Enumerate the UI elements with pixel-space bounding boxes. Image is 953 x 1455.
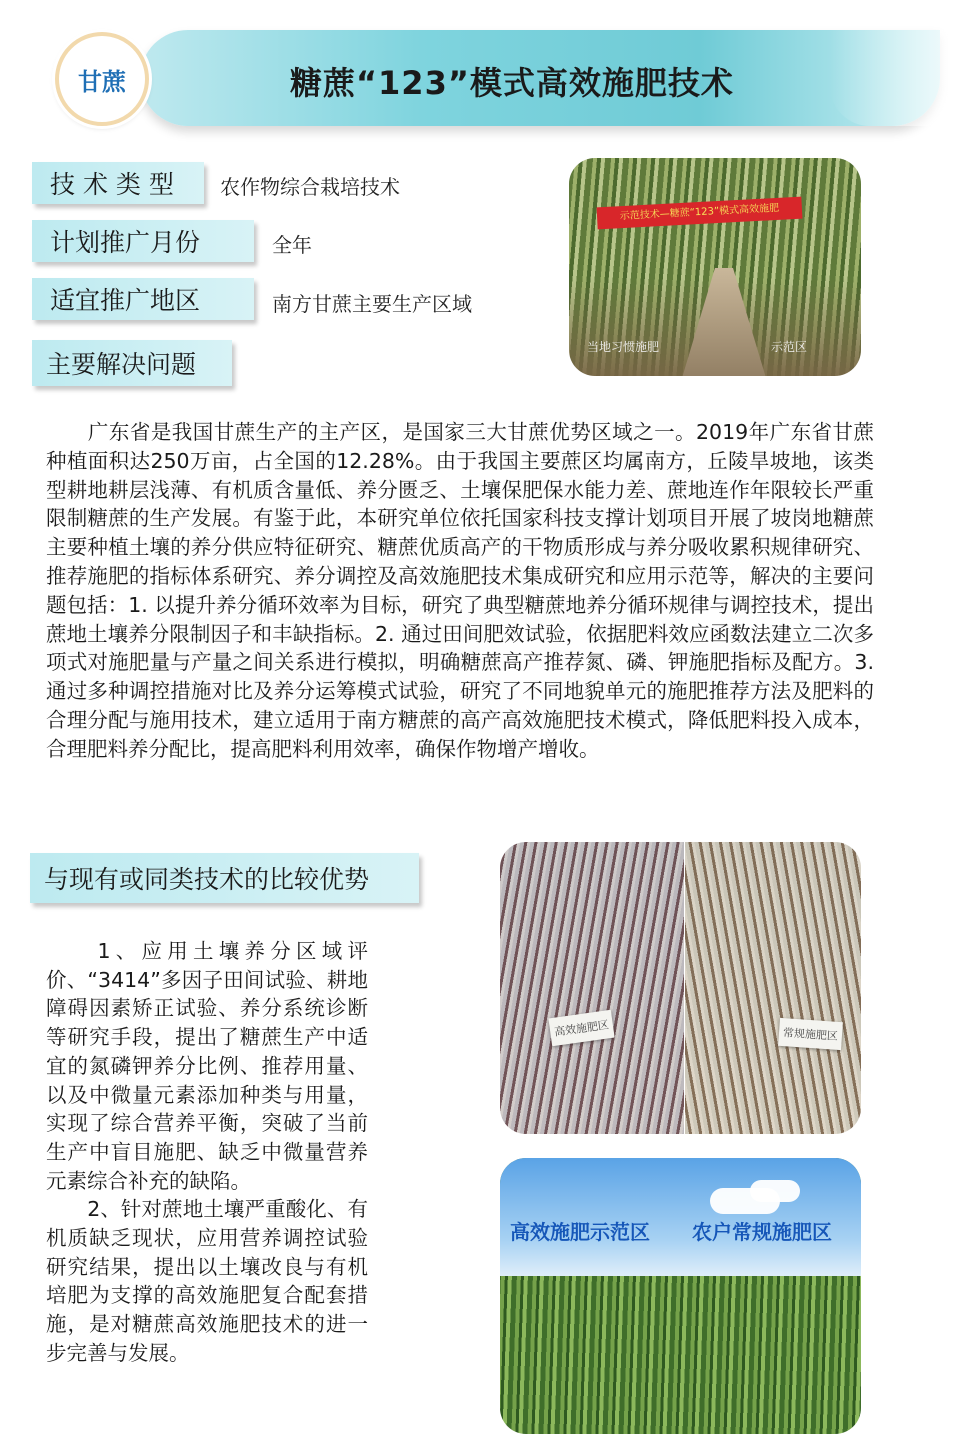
demo-area-caption: 高效施肥示范区 <box>510 1220 650 1244</box>
conventional-area-caption: 农户常规施肥区 <box>692 1220 832 1244</box>
tech-type-value: 农作物综合栽培技术 <box>220 175 400 199</box>
field-path <box>679 268 769 376</box>
field-comparison-photo <box>500 1158 861 1434</box>
photo1-left-label: 当地习惯施肥 <box>587 340 660 354</box>
promotion-region-value: 南方甘蔗主要生产区域 <box>272 292 472 316</box>
promotion-month-value: 全年 <box>272 233 312 257</box>
category-badge <box>55 32 149 126</box>
demo-field-photo <box>569 158 861 376</box>
field-banner: 示范技术—糖蔗“123”模式高效施肥 <box>597 197 803 230</box>
category-badge-label: 甘蔗 <box>78 67 126 96</box>
advantages-heading: 与现有或同类技术的比较优势 <box>44 865 370 894</box>
high-efficiency-sign: 高效施肥区 <box>548 1010 614 1046</box>
advantages-text: 1、应用土壤养分区域评价、“3414”多因子田间试验、耕地障碍因素矫正试验、养分系统诊断等研究手段，提出了糖蔗生产中适宜的氮磷钾养分比例、推荐用量、以及中微量元素添加种类与用量，实现了综合营养平衡，突破了当前生产中盲目施肥、缺乏中微量营养元素综合补充的缺陷。 2、针对蔗地土壤严重酸化、有机质缺乏现状，应用营养调控试验研究结果，提出以土壤改良与有机培肥为支撑的高效施肥复合配套措施，是对糖蔗高效施肥技术的进一步完善与发展。 <box>46 939 368 1365</box>
tech-type-tag <box>32 162 204 204</box>
page-title: 糖蔗“123”模式高效施肥技术 <box>290 64 734 102</box>
promotion-month-tag <box>32 220 254 262</box>
problems-heading-tag <box>32 340 232 386</box>
promotion-region-label: 适宜推广地区 <box>50 286 201 315</box>
promotion-month-label: 计划推广月份 <box>50 228 201 257</box>
problems-text: 广东省是我国甘蔗生产的主产区，是国家三大甘蔗优势区域之一。2019年广东省甘蔗种植面积达250万亩，占全国的12.28%。由于我国主要蔗区均属南方，丘陵旱坡地，该类型耕地耕层浅薄、有机质含量低、养分匮乏、土壤保肥保水能力差、蔗地连作年限较长严重限制糖蔗的生产发展。有鉴于此，本研究单位依托国家科技支撑计划项目开展了坡岗地糖蔗主要种植土壤的养分供应特征研究、糖蔗优质高产的干物质形成与养分吸收累积规律研究、推荐施肥的指标体系研究、养分调控及高效施肥技术集成研究和应用示范等，解决的主要问题包括：1. 以提升养分循环效率为目标，研究了典型糖蔗地养分循环规律与调控技术，提出蔗地土壤养分限制因子和丰缺指标。2. 通过田间肥效试验，依据肥料效应函数法建立二次多项式对施肥量与产量之间关系进行模拟，明确糖蔗高产推荐氮、磷、钾施肥指标及配方。3.通过多种调控措施对比及养分运筹模式试验，研究了不同地貌单元的施肥推荐方法及肥料的合理分配与施用技术，建立适用于南方糖蔗的高产高效施肥技术模式，降低肥料投入成本，合理肥料养分配比，提高肥料利用效率，确保作物增产增收。 <box>46 420 874 761</box>
conventional-sign: 常规施肥区 <box>778 1018 843 1050</box>
problems-heading: 主要解决问题 <box>46 350 197 379</box>
promotion-region-tag <box>32 278 254 320</box>
cloud <box>750 1180 800 1202</box>
advantages-heading-tag <box>30 853 419 903</box>
photo1-right-label: 示范区 <box>771 340 808 354</box>
conventional-cane-photo <box>685 842 861 1134</box>
high-efficiency-cane-photo <box>500 842 684 1134</box>
tech-type-label: 技 术 类 型 <box>50 170 174 199</box>
